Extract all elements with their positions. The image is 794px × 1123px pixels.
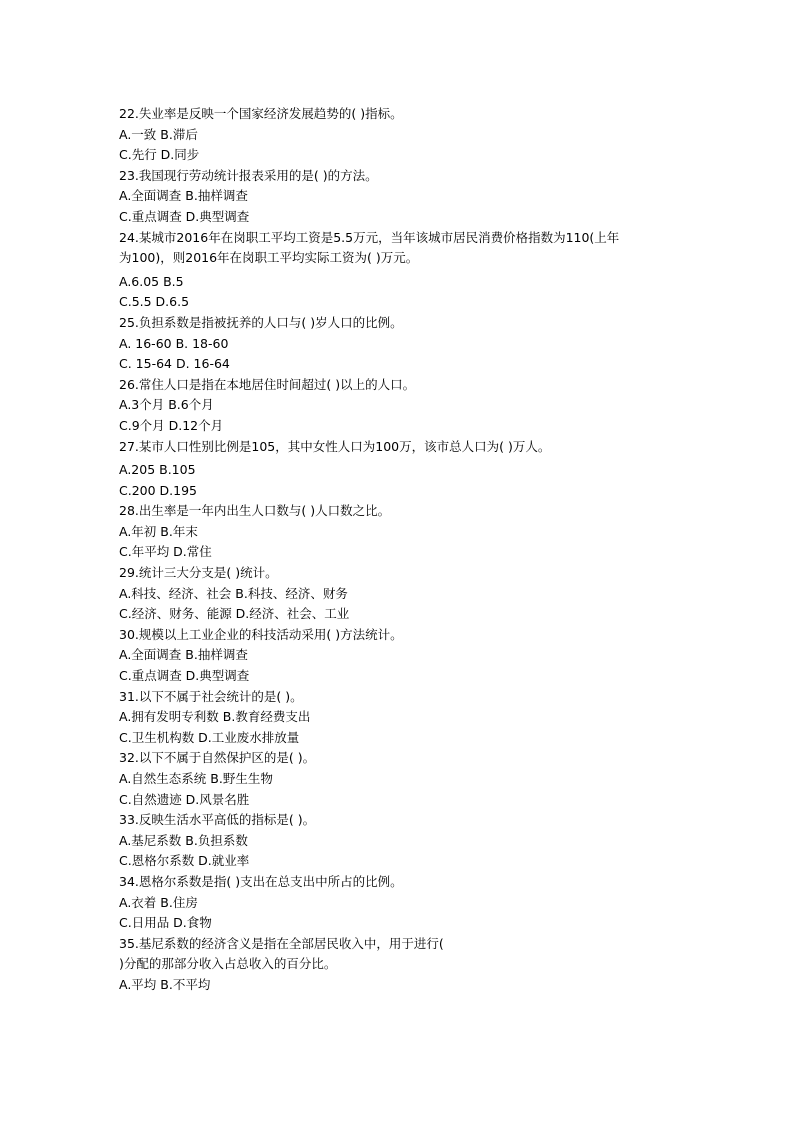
question-24-options-cd: C.5.5 D.6.5 [119, 294, 190, 310]
question-22-options-ab: A.一致 B.滞后 [119, 126, 198, 142]
question-29-options-ab: A.科技、经济、社会 B.科技、经济、财务 [119, 585, 348, 601]
question-27-options-ab: A.205 B.105 [119, 462, 196, 478]
question-25-options-ab: A. 16-60 B. 18-60 [119, 335, 229, 351]
question-31-options-ab: A.拥有发明专利数 B.教育经费支出 [119, 709, 311, 725]
question-33-options-ab: A.基尼系数 B.负担系数 [119, 832, 248, 848]
question-30-options-cd: C.重点调查 D.典型调查 [119, 668, 250, 684]
question-30-options-ab: A.全面调查 B.抽样调查 [119, 647, 248, 663]
question-26-options-cd: C.9个月 D.12个月 [119, 417, 224, 433]
question-31-options-cd: C.卫生机构数 D.工业废水排放量 [119, 729, 300, 745]
question-text-block [119, 104, 699, 996]
question-29-stem: 29.统计三大分支是( )统计。 [119, 565, 278, 581]
question-26-stem: 26.常住人口是指在本地居住时间超过( )以上的人口。 [119, 376, 416, 392]
question-31-stem: 31.以下不属于社会统计的是( )。 [119, 688, 303, 704]
question-35-stem-line1: 35.基尼系数的经济含义是指在全部居民收入中，用于进行( [119, 935, 444, 951]
question-34-stem: 34.恩格尔系数是指( )支出在总支出中所占的比例。 [119, 873, 403, 889]
question-30-stem: 30.规模以上工业企业的科技活动采用( )方法统计。 [119, 626, 403, 642]
question-28-stem: 28.出生率是一年内出生人口数与( )人口数之比。 [119, 503, 391, 519]
question-23-stem: 23.我国现行劳动统计报表采用的是( )的方法。 [119, 167, 378, 183]
question-26-options-ab: A.3个月 B.6个月 [119, 397, 214, 413]
question-32-stem: 32.以下不属于自然保护区的是( )。 [119, 750, 316, 766]
question-27-options-cd: C.200 D.195 [119, 482, 197, 498]
question-23-options-ab: A.全面调查 B.抽样调查 [119, 188, 248, 204]
question-34-options-ab: A.衣着 B.住房 [119, 894, 198, 910]
question-24-stem-line2: 为100)，则2016年在岗职工平均实际工资为( )万元。 [119, 250, 419, 266]
question-28-options-cd: C.年平均 D.常住 [119, 544, 212, 560]
question-32-options-cd: C.自然遗迹 D.风景名胜 [119, 791, 250, 807]
question-22-options-cd: C.先行 D.同步 [119, 147, 200, 163]
question-23-options-cd: C.重点调查 D.典型调查 [119, 208, 250, 224]
question-25-stem: 25.负担系数是指被抚养的人口与( )岁人口的比例。 [119, 314, 403, 330]
question-22-stem: 22.失业率是反映一个国家经济发展趋势的( )指标。 [119, 106, 403, 121]
question-35-stem-line2: )分配的那部分收入占总收入的百分比。 [119, 956, 337, 972]
question-24-options-ab: A.6.05 B.5 [119, 273, 184, 289]
question-28-options-ab: A.年初 B.年末 [119, 523, 198, 539]
question-29-options-cd: C.经济、财务、能源 D.经济、社会、工业 [119, 606, 350, 622]
question-27-stem: 27.某市人口性别比例是105，其中女性人口为100万，该市总人口为( )万人。 [119, 438, 551, 454]
question-34-options-cd: C.日用品 D.食物 [119, 915, 212, 931]
question-33-options-cd: C.恩格尔系数 D.就业率 [119, 853, 250, 869]
question-35-options-ab: A.平均 B.不平均 [119, 976, 211, 992]
question-32-options-ab: A.自然生态系统 B.野生生物 [119, 771, 273, 786]
question-24-stem-line1: 24.某城市2016年在岗职工平均工资是5.5万元，当年该城市居民消费价格指数为110(上年 [119, 229, 620, 245]
question-33-stem: 33.反映生活水平高低的指标是( )。 [119, 812, 316, 828]
question-25-options-cd: C. 15-64 D. 16-64 [119, 356, 230, 372]
